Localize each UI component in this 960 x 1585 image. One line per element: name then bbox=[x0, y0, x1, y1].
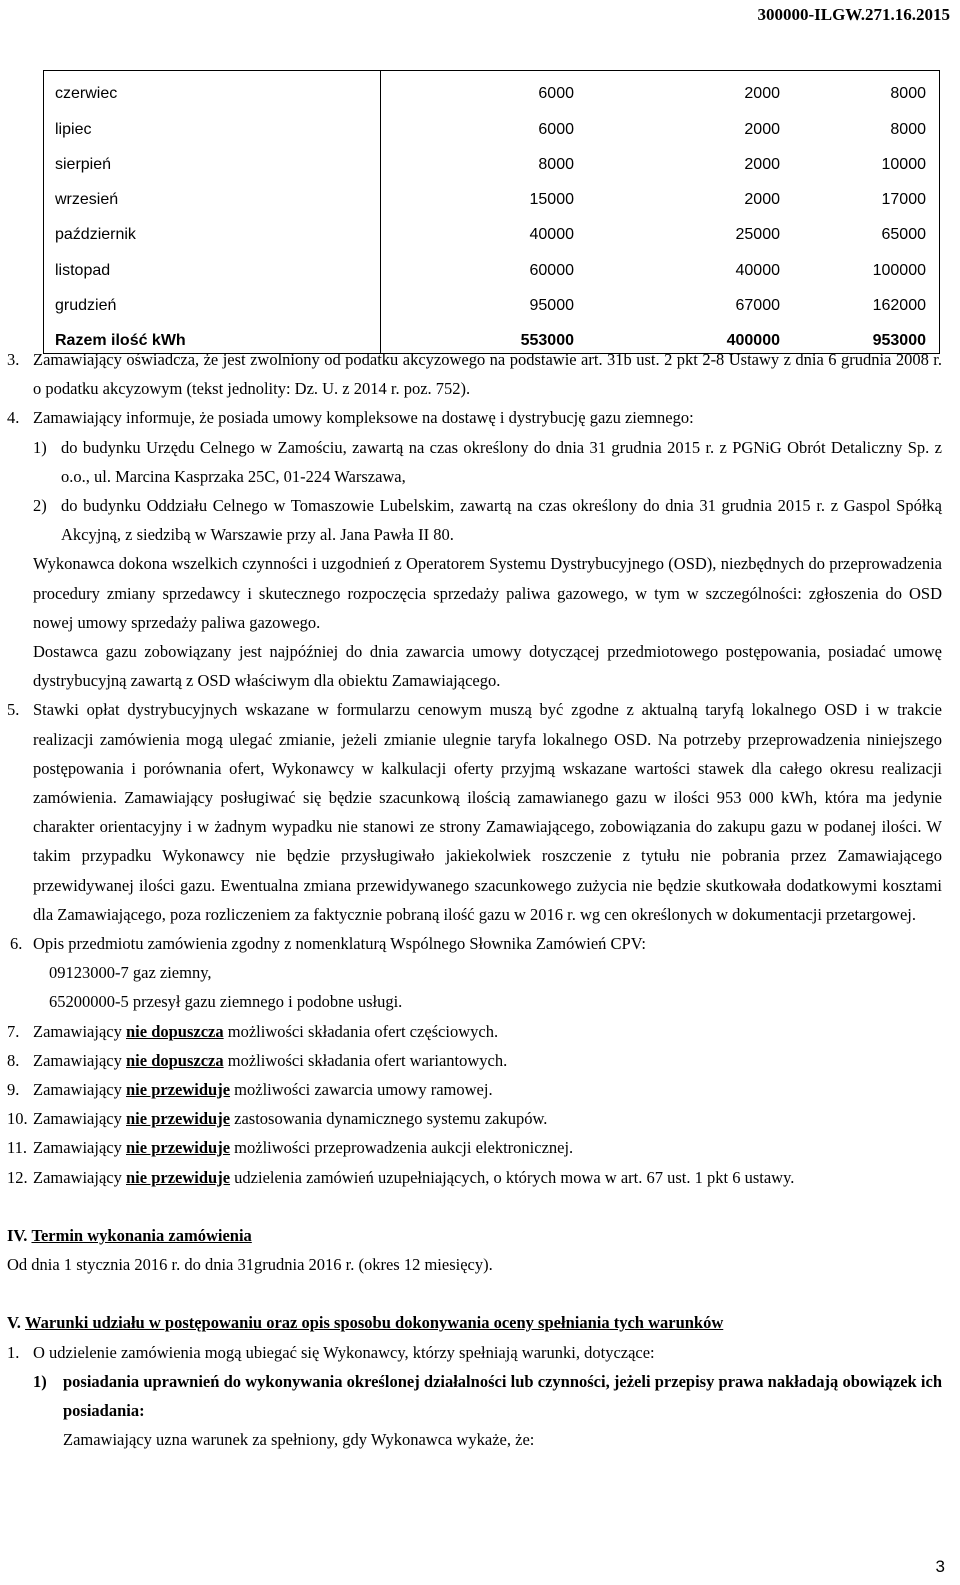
document-reference: 300000-ILGW.271.16.2015 bbox=[757, 5, 950, 24]
section-4-item-1 bbox=[7, 433, 942, 491]
table-row bbox=[44, 247, 940, 282]
section-number: V. bbox=[7, 1313, 21, 1333]
cpv-code-1: 09123000-7 gaz ziemny, bbox=[49, 963, 212, 983]
section-text: możliwości składania ofert częściowych. bbox=[227, 1021, 499, 1041]
value-cell: 162000 bbox=[793, 283, 940, 318]
value-cell: 40000 bbox=[735, 261, 780, 279]
value-cell: 2000 bbox=[744, 191, 780, 209]
value-cell: 6000 bbox=[538, 120, 574, 138]
item-number: 1) bbox=[33, 1371, 47, 1391]
section-text: Stawki opłat dystrybucyjnych wskazane w formularzu cenowym muszą być zgodne z aktualną taryfą lokalnego OSD i w trakcie realizacji zamówienia mogą ulegać zmianie, jeżeli zmianie ulegnie taryfa lokalnego OSD. Na potrzeby przeprowadzenia niniejszego postępowania i porównania ofert, Wykonawcy w kalkulacji oferty przyjmą wskazane wartości stawek dla całego okresu realizacji zamówienia. Zamawiający posługiwać się będzie szacunkową ilością zamawianego gazu w ilości 953 000 kWh, która ma jedynie charakter orientacyjny i w żadnym wypadku nie stanowi ze strony Zamawiającego, zobowiązania do zakupu gazu w podanej ilości. W takim przypadku Wykonawcy nie będzie przysługiwało jakiekolwiek roszczenie z tytułu nie pobrania przez Zamawiającego przewidywanej ilości gazu. Ewentualna zmiana przewidywanego szacunkowego zużycia nie będzie skutkowała dodatkowymi kosztami dla Zamawiającego, poza rozliczeniem za faktycznie pobraną ilość gazu w 2016 r. wg cen określonych w dokumentacji przetargowej. bbox=[33, 700, 942, 924]
section-text: zastosowania dynamicznego systemu zakupów. bbox=[234, 1109, 548, 1129]
table-row bbox=[44, 106, 940, 141]
value-cell: 25000 bbox=[735, 226, 780, 244]
month-cell: czerwiec bbox=[44, 71, 381, 107]
cpv-code-2: 65200000-5 przesył gazu ziemnego i podobne usługi. bbox=[49, 992, 403, 1012]
emphasis: nie przewiduje bbox=[126, 1109, 231, 1129]
emphasis: nie przewiduje bbox=[126, 1080, 231, 1100]
section-number: 5. bbox=[7, 700, 20, 720]
value-cell: 8000 bbox=[793, 71, 940, 107]
month-cell: październik bbox=[44, 212, 381, 247]
value-cell: 40000 bbox=[529, 226, 574, 244]
section-4-item-2 bbox=[7, 491, 942, 549]
section-number: 8. bbox=[7, 1050, 20, 1070]
total-value: 400000 bbox=[587, 318, 793, 354]
section-5 bbox=[7, 695, 942, 929]
month-cell: lipiec bbox=[44, 106, 381, 141]
section-number: IV. bbox=[7, 1225, 28, 1245]
section-v-heading bbox=[7, 1308, 942, 1337]
section-4-paragraph-1: Wykonawca dokona wszelkich czynności i uzgodnień z Operatorem Systemu Dystrybucyjnego (OSD), niezbędnych do przeprowadzenia procedury zmiany sprzedawcy i skutecznego rozpoczęcia sprzedaży paliwa gazowego, w tym w szczególności: zgłoszenia do OSD nowej umowy sprzedaży paliwa gazowego. bbox=[33, 554, 942, 632]
section-text: Opis przedmiotu zamówienia zgodny z nomenklaturą Wspólnego Słownika Zamówień CPV: bbox=[33, 934, 646, 954]
item-text: do budynku Urzędu Celnego w Zamościu, zawartą na czas określony do dnia 31 grudnia 2015 r. z PGNiG Obrót Detaliczny Sp. z o.o., ul. Marcina Kasprzaka 25C, 01-224 Warszawa, bbox=[61, 437, 942, 486]
section-number: 4. bbox=[7, 408, 20, 428]
section-number: 3. bbox=[7, 350, 20, 369]
month-cell: sierpień bbox=[44, 142, 381, 177]
table-row bbox=[44, 212, 940, 247]
value-cell: 8000 bbox=[538, 155, 574, 173]
value-cell: 10000 bbox=[793, 142, 940, 177]
month-cell: listopad bbox=[44, 247, 381, 282]
value-cell: 15000 bbox=[529, 191, 574, 209]
section-text: możliwości zawarcia umowy ramowej. bbox=[234, 1080, 493, 1100]
emphasis: nie przewiduje bbox=[126, 1167, 231, 1187]
total-value: 953000 bbox=[793, 318, 940, 354]
section-text: Zamawiający bbox=[33, 1050, 122, 1070]
section-text: Zamawiający bbox=[33, 1021, 122, 1041]
section-text: Zamawiający bbox=[33, 1138, 122, 1158]
section-number: 12. bbox=[7, 1167, 28, 1187]
section-7 bbox=[7, 1017, 942, 1046]
section-4 bbox=[7, 403, 942, 432]
section-text: możliwości składania ofert wariantowych. bbox=[227, 1050, 508, 1070]
value-cell: 17000 bbox=[793, 177, 940, 212]
emphasis: nie dopuszcza bbox=[126, 1021, 224, 1041]
item-text: do budynku Oddziału Celnego w Tomaszowie Lubelskim, zawartą na czas określony do dnia 31 grudnia 2015 r. z Gaspol Spółką Akcyjną, z siedzibą w Warszawie przy al. Jana Pawła II 80. bbox=[61, 496, 942, 545]
section-text: Zamawiający informuje, że posiada umowy kompleksowe na dostawę i dystrybucję gazu ziemnego: bbox=[33, 408, 694, 428]
value-cell: 2000 bbox=[744, 120, 780, 138]
value-cell: 8000 bbox=[793, 106, 940, 141]
section-text: Zamawiający bbox=[33, 1109, 122, 1129]
total-value: 553000 bbox=[381, 318, 588, 354]
value-cell: 2000 bbox=[587, 71, 793, 107]
value-cell: 100000 bbox=[793, 247, 940, 282]
page-number: 3 bbox=[935, 1557, 945, 1576]
value-cell: 6000 bbox=[381, 71, 588, 107]
section-number: 7. bbox=[7, 1021, 20, 1041]
section-number: 6. bbox=[10, 934, 23, 954]
emphasis: nie przewiduje bbox=[126, 1138, 231, 1158]
value-cell: 67000 bbox=[735, 297, 780, 315]
document-body bbox=[7, 345, 942, 1454]
month-cell: wrzesień bbox=[44, 177, 381, 212]
section-4-paragraph-2: Dostawca gazu zobowiązany jest najpóźniej do dnia zawarcia umowy dotyczącej przedmiotowego postępowania, posiadać umowę dystrybucyjną zawartą z OSD właściwym dla obiektu Zamawiającego. bbox=[33, 642, 942, 691]
emphasis: nie dopuszcza bbox=[126, 1050, 224, 1070]
section-8 bbox=[7, 1046, 942, 1075]
table-row bbox=[44, 283, 940, 318]
section-title: Termin wykonania zamówienia bbox=[31, 1225, 252, 1245]
section-12 bbox=[7, 1163, 942, 1192]
section-text: O udzielenie zamówienia mogą ubiegać się Wykonawcy, którzy spełniają warunki, dotyczące: bbox=[33, 1342, 655, 1362]
gas-usage-table bbox=[43, 70, 940, 354]
section-number: 11. bbox=[7, 1138, 28, 1158]
value-cell: 2000 bbox=[744, 155, 780, 173]
section-number: 10. bbox=[7, 1109, 28, 1129]
section-text: Zamawiający bbox=[33, 1080, 122, 1100]
value-cell: 60000 bbox=[529, 261, 574, 279]
section-text: możliwości przeprowadzenia aukcji elektronicznej. bbox=[234, 1138, 574, 1158]
item-number: 1) bbox=[33, 437, 47, 457]
section-11 bbox=[7, 1133, 942, 1162]
section-v-point-1-1 bbox=[7, 1367, 942, 1425]
section-number: 9. bbox=[7, 1080, 20, 1100]
section-6 bbox=[7, 929, 942, 958]
section-iv-text: Od dnia 1 stycznia 2016 r. do dnia 31grudnia 2016 r. (okres 12 miesięcy). bbox=[7, 1255, 493, 1275]
section-v-point-1 bbox=[7, 1338, 942, 1367]
section-10 bbox=[7, 1104, 942, 1133]
section-text: Zamawiający bbox=[33, 1167, 122, 1187]
item-text: posiadania uprawnień do wykonywania określonej działalności lub czynności, jeżeli przepisy prawa nakładają obowiązek ich posiadania: bbox=[63, 1371, 942, 1420]
table-row bbox=[44, 177, 940, 212]
section-3 bbox=[7, 345, 942, 403]
section-9 bbox=[7, 1075, 942, 1104]
total-label: Razem ilość kWh bbox=[44, 318, 381, 354]
value-cell: 65000 bbox=[793, 212, 940, 247]
section-title: Warunki udziału w postępowaniu oraz opis sposobu dokonywania oceny spełniania tych warunków bbox=[25, 1313, 724, 1333]
month-cell: grudzień bbox=[44, 283, 381, 318]
section-text: udzielenia zamówień uzupełniających, o których mowa w art. 67 ust. 1 pkt 6 ustawy. bbox=[234, 1167, 795, 1187]
table-row bbox=[44, 142, 940, 177]
section-v-point-1-1-text: Zamawiający uzna warunek za spełniony, gdy Wykonawca wykaże, że: bbox=[63, 1430, 535, 1450]
table-row bbox=[44, 71, 940, 107]
value-cell: 95000 bbox=[529, 297, 574, 315]
section-iv-heading bbox=[7, 1221, 942, 1250]
item-number: 2) bbox=[33, 496, 47, 516]
section-number: 1. bbox=[7, 1342, 20, 1362]
section-text: Zamawiający oświadcza, że jest zwolniony od podatku akcyzowego na podstawie art. 31b ust. 2 pkt 2-8 Ustawy z dnia 6 grudnia 2008 r. o podatku akcyzowym (tekst jednolity: Dz. U. z 2014 r. poz. 752). bbox=[33, 350, 942, 399]
